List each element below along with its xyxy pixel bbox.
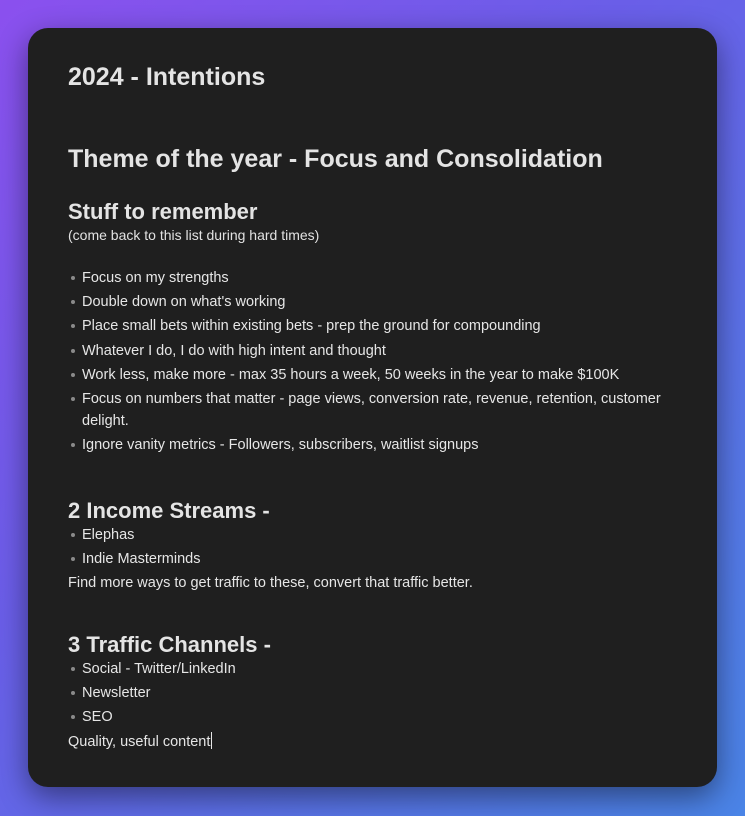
income-footer[interactable]: Find more ways to get traffic to these, convert that traffic better. <box>68 575 473 592</box>
bullet-icon <box>71 373 75 377</box>
traffic-footer[interactable]: Quality, useful content <box>68 733 211 750</box>
traffic-list <box>68 658 689 728</box>
bullet-icon <box>71 276 75 280</box>
bullet-icon <box>71 397 75 401</box>
income-section <box>68 498 689 594</box>
bullet-icon <box>71 349 75 353</box>
list-item[interactable]: Whatever I do, I do with high intent and thought <box>68 340 689 362</box>
note-editor[interactable] <box>28 28 717 787</box>
page-title: 2024 - Intentions <box>68 63 266 91</box>
list-item[interactable]: Focus on my strengths <box>68 267 689 289</box>
list-item[interactable]: Focus on numbers that matter - page views, conversion rate, revenue, retention, customer delight. <box>68 388 689 432</box>
traffic-section <box>68 632 689 753</box>
remember-list <box>68 267 689 456</box>
bullet-icon <box>71 300 75 304</box>
list-item[interactable]: Newsletter <box>68 682 689 704</box>
list-item[interactable]: Elephas <box>68 524 689 546</box>
list-item[interactable]: Double down on what's working <box>68 291 689 313</box>
bullet-icon <box>71 691 75 695</box>
remember-note: (come back to this list during hard times) <box>68 227 320 243</box>
list-item[interactable]: Social - Twitter/LinkedIn <box>68 658 689 680</box>
list-item[interactable]: Place small bets within existing bets - prep the ground for compounding <box>68 315 689 337</box>
bullet-icon <box>71 533 75 537</box>
bullet-icon <box>71 667 75 671</box>
bullet-icon <box>71 443 75 447</box>
bullet-icon <box>71 324 75 328</box>
bullet-icon <box>71 715 75 719</box>
list-item[interactable]: Ignore vanity metrics - Followers, subscribers, waitlist signups <box>68 434 689 456</box>
income-list <box>68 524 689 570</box>
list-item[interactable]: SEO <box>68 706 689 728</box>
list-item[interactable]: Work less, make more - max 35 hours a week, 50 weeks in the year to make $100K <box>68 364 689 386</box>
remember-heading: Stuff to remember <box>68 199 258 224</box>
remember-section <box>68 199 689 458</box>
list-item[interactable]: Indie Masterminds <box>68 548 689 570</box>
income-heading: 2 Income Streams - <box>68 498 270 523</box>
text-cursor <box>211 732 212 749</box>
bullet-icon <box>71 557 75 561</box>
traffic-heading: 3 Traffic Channels - <box>68 632 271 657</box>
theme-heading: Theme of the year - Focus and Consolidation <box>68 145 603 173</box>
